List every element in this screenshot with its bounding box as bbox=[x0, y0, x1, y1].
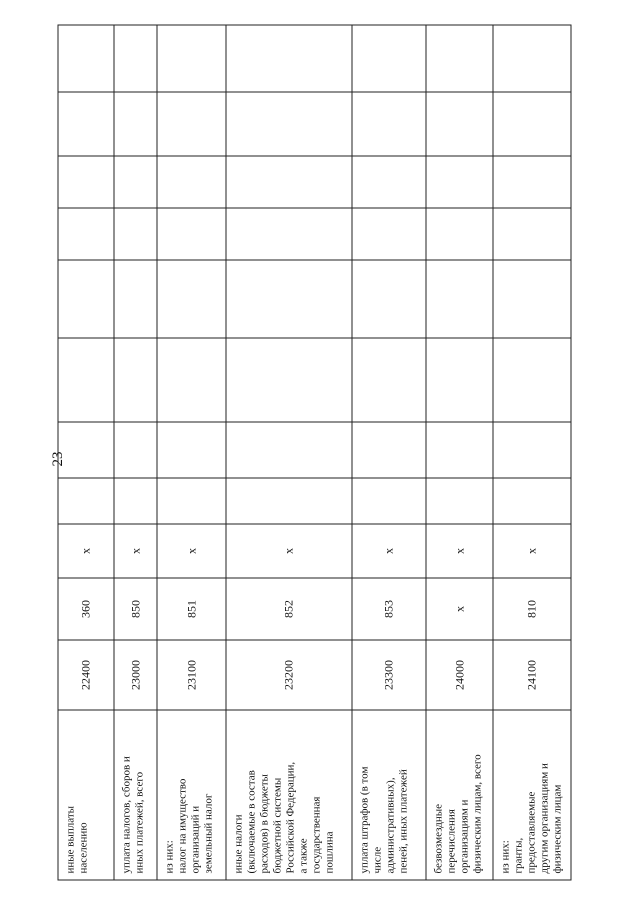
row-name-line: бюджетной системы bbox=[271, 777, 283, 873]
row-code-cell: 23000 bbox=[114, 640, 157, 710]
row-name-cell bbox=[157, 710, 226, 880]
row-code-cell: 24100 bbox=[493, 640, 571, 710]
empty-value-cell bbox=[352, 478, 426, 524]
empty-value-cell bbox=[114, 25, 157, 92]
row-name-cell bbox=[352, 710, 426, 880]
row-name-line: уплата налогов, сборов и bbox=[120, 755, 132, 873]
empty-value-cell bbox=[157, 422, 226, 478]
empty-value-cell bbox=[157, 260, 226, 338]
row-name-line: пошлина bbox=[323, 830, 335, 873]
row-kosgu-cell: 853 bbox=[352, 578, 426, 640]
table-row bbox=[352, 25, 426, 880]
empty-value-cell bbox=[157, 478, 226, 524]
empty-value-cell bbox=[493, 478, 571, 524]
row-name-line: из них: bbox=[163, 839, 175, 873]
empty-value-cell bbox=[426, 422, 493, 478]
empty-value-cell bbox=[114, 422, 157, 478]
empty-value-cell bbox=[493, 92, 571, 156]
empty-value-cell bbox=[58, 92, 114, 156]
row-name-line: расходов) в бюджеты bbox=[258, 773, 270, 873]
row-kosgu-cell: x bbox=[426, 578, 493, 640]
row-name-line: (включаемые в состав bbox=[245, 769, 257, 873]
row-name-cell bbox=[114, 710, 157, 880]
row-name-line: административных), bbox=[384, 776, 396, 873]
row-name-cell bbox=[493, 710, 571, 880]
row-mark-cell: x bbox=[426, 524, 493, 578]
row-name-line: числе bbox=[371, 846, 383, 873]
row-kosgu-cell: 810 bbox=[493, 578, 571, 640]
row-name-line: физическим лицам, всего bbox=[471, 753, 483, 873]
row-name-line: организаций и bbox=[189, 805, 201, 873]
empty-value-cell bbox=[426, 208, 493, 260]
empty-value-cell bbox=[157, 92, 226, 156]
empty-value-cell bbox=[226, 92, 352, 156]
empty-value-cell bbox=[114, 156, 157, 208]
empty-value-cell bbox=[226, 208, 352, 260]
row-name-cell bbox=[226, 710, 352, 880]
row-name-line: безвозмездные bbox=[432, 803, 444, 873]
empty-value-cell bbox=[352, 92, 426, 156]
empty-value-cell bbox=[426, 25, 493, 92]
row-name-line: организациям и bbox=[458, 799, 470, 873]
row-code-cell: 23300 bbox=[352, 640, 426, 710]
empty-value-cell bbox=[157, 338, 226, 422]
row-name-line: предоставляемые bbox=[525, 791, 537, 873]
empty-value-cell bbox=[114, 208, 157, 260]
row-name-line: пеней, иных платежей bbox=[397, 768, 409, 873]
empty-value-cell bbox=[114, 478, 157, 524]
row-name-line: физическим лицам bbox=[551, 784, 563, 873]
row-name-line: уплата штрафов (в том bbox=[358, 766, 370, 873]
row-name-line: налог на имущество bbox=[176, 778, 188, 873]
empty-value-cell bbox=[226, 25, 352, 92]
empty-value-cell bbox=[226, 478, 352, 524]
empty-value-cell bbox=[493, 208, 571, 260]
empty-value-cell bbox=[352, 156, 426, 208]
empty-value-cell bbox=[58, 208, 114, 260]
table-row bbox=[226, 25, 352, 880]
row-kosgu-cell: 852 bbox=[226, 578, 352, 640]
row-name-line: государственная bbox=[310, 796, 322, 873]
empty-value-cell bbox=[157, 25, 226, 92]
empty-value-cell bbox=[493, 156, 571, 208]
row-code-cell: 22400 bbox=[58, 640, 114, 710]
budget-table bbox=[57, 24, 571, 880]
empty-value-cell bbox=[226, 422, 352, 478]
empty-value-cell bbox=[426, 156, 493, 208]
row-kosgu-cell: 850 bbox=[114, 578, 157, 640]
table-row bbox=[58, 25, 114, 880]
row-name-cell bbox=[426, 710, 493, 880]
empty-value-cell bbox=[58, 478, 114, 524]
row-name-line: другим организациям и bbox=[538, 762, 550, 873]
table-row bbox=[157, 25, 226, 880]
row-name-line: гранты, bbox=[512, 837, 524, 873]
empty-value-cell bbox=[114, 260, 157, 338]
empty-value-cell bbox=[493, 422, 571, 478]
empty-value-cell bbox=[226, 156, 352, 208]
row-code-cell: 23100 bbox=[157, 640, 226, 710]
empty-value-cell bbox=[352, 338, 426, 422]
empty-value-cell bbox=[114, 338, 157, 422]
budget-table-container bbox=[57, 25, 569, 880]
row-mark-cell: x bbox=[226, 524, 352, 578]
row-name-cell bbox=[58, 710, 114, 880]
row-mark-cell: x bbox=[352, 524, 426, 578]
empty-value-cell bbox=[58, 260, 114, 338]
empty-value-cell bbox=[352, 208, 426, 260]
row-mark-cell: x bbox=[114, 524, 157, 578]
empty-value-cell bbox=[426, 260, 493, 338]
empty-value-cell bbox=[426, 338, 493, 422]
row-name-line: иные выплаты bbox=[64, 805, 76, 873]
empty-value-cell bbox=[493, 260, 571, 338]
empty-value-cell bbox=[58, 156, 114, 208]
table-row bbox=[114, 25, 157, 880]
row-mark-cell: x bbox=[493, 524, 571, 578]
row-name-line: иных платежей, всего bbox=[133, 771, 145, 873]
empty-value-cell bbox=[226, 338, 352, 422]
row-name-line: населению bbox=[77, 821, 89, 873]
empty-value-cell bbox=[226, 260, 352, 338]
empty-value-cell bbox=[352, 260, 426, 338]
empty-value-cell bbox=[352, 25, 426, 92]
table-row bbox=[426, 25, 493, 880]
empty-value-cell bbox=[352, 422, 426, 478]
empty-value-cell bbox=[114, 92, 157, 156]
row-kosgu-cell: 851 bbox=[157, 578, 226, 640]
table-row bbox=[493, 25, 571, 880]
empty-value-cell bbox=[493, 25, 571, 92]
row-kosgu-cell: 360 bbox=[58, 578, 114, 640]
empty-value-cell bbox=[426, 92, 493, 156]
row-name-line: Российской Федерации, bbox=[284, 761, 296, 873]
row-mark-cell: x bbox=[157, 524, 226, 578]
row-name-line: из них: bbox=[499, 839, 511, 873]
empty-value-cell bbox=[58, 422, 114, 478]
row-code-cell: 24000 bbox=[426, 640, 493, 710]
empty-value-cell bbox=[493, 338, 571, 422]
row-name-line: а также bbox=[297, 837, 309, 873]
empty-value-cell bbox=[58, 338, 114, 422]
row-name-line: земельный налог bbox=[202, 793, 214, 873]
row-name-line: перечисления bbox=[445, 808, 457, 873]
empty-value-cell bbox=[157, 208, 226, 260]
empty-value-cell bbox=[157, 156, 226, 208]
row-name-line: иные налоги bbox=[232, 813, 244, 873]
row-mark-cell: x bbox=[58, 524, 114, 578]
page-number: 23 bbox=[50, 451, 66, 467]
empty-value-cell bbox=[426, 478, 493, 524]
row-code-cell: 23200 bbox=[226, 640, 352, 710]
empty-value-cell bbox=[58, 25, 114, 92]
